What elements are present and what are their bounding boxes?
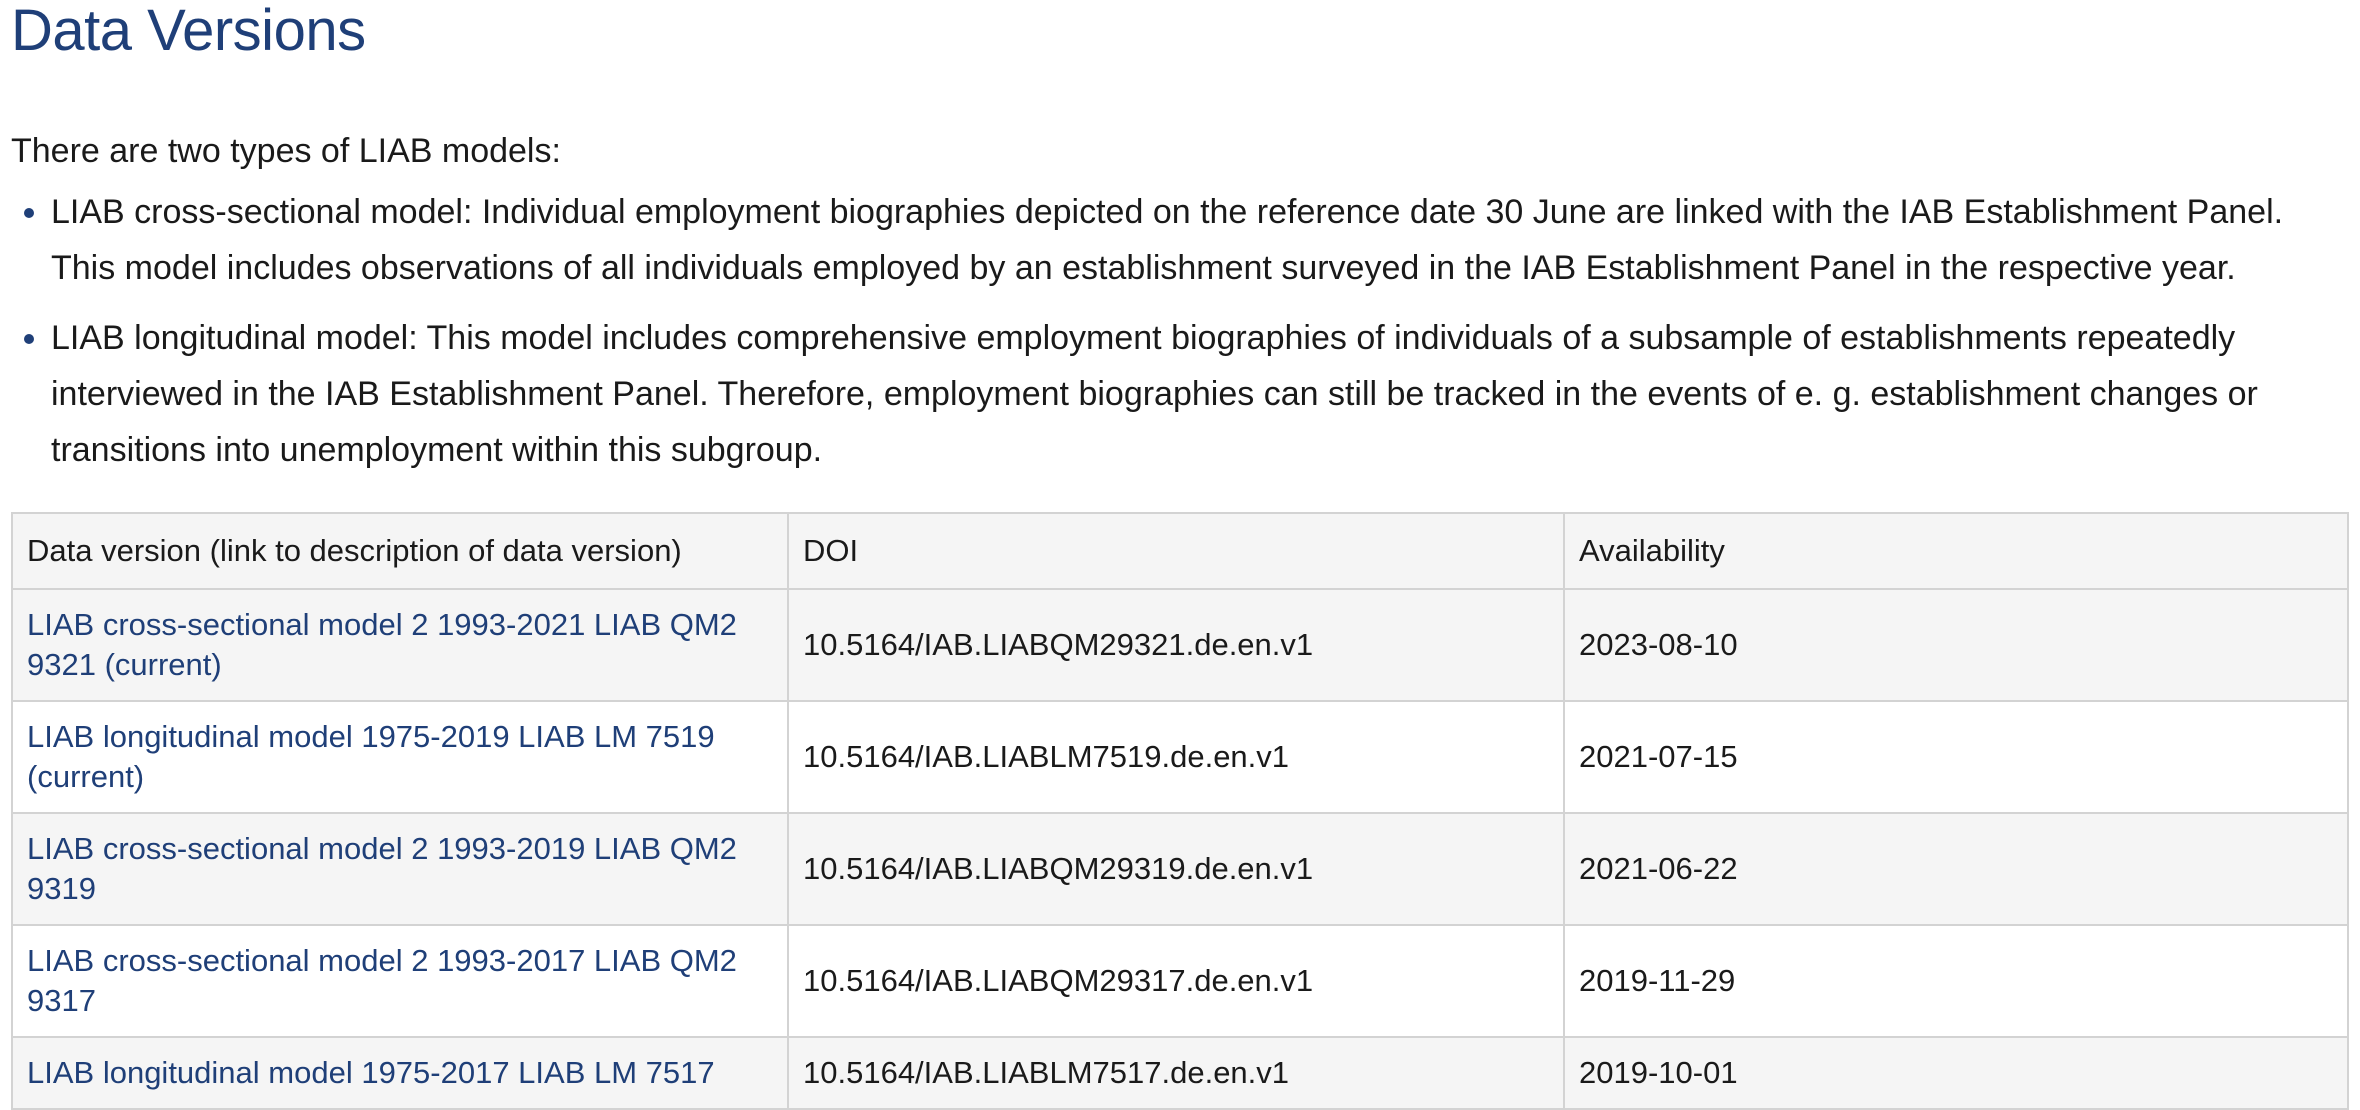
column-header-doi: DOI [788,513,1564,589]
doi-cell: 10.5164/IAB.LIABLM7519.de.en.v1 [788,701,1564,813]
availability-cell: 2019-10-01 [1564,1037,2348,1109]
intro-text: There are two types of LIAB models: [11,132,561,170]
table-header-row [12,513,2348,589]
column-header-data-version: Data version (link to description of data version) [12,513,788,589]
table-row [12,925,2348,1037]
data-version-link[interactable]: LIAB longitudinal model 1975-2017 LIAB LM 7517 [27,1055,715,1090]
version-cell [12,589,788,701]
data-version-link[interactable]: LIAB cross-sectional model 2 1993-2017 LIAB QM2 9317 [27,943,737,1018]
availability-cell: 2021-07-15 [1564,701,2348,813]
data-version-link[interactable]: LIAB cross-sectional model 2 1993-2019 LIAB QM2 9319 [27,831,737,906]
availability-cell: 2019-11-29 [1564,925,2348,1037]
availability-cell: 2021-06-22 [1564,813,2348,925]
data-versions-table [11,512,2349,1110]
doi-cell: 10.5164/IAB.LIABQM29321.de.en.v1 [788,589,1564,701]
version-cell [12,813,788,925]
availability-cell: 2023-08-10 [1564,589,2348,701]
table-row [12,701,2348,813]
table-row [12,589,2348,701]
version-cell [12,701,788,813]
doi-cell: 10.5164/IAB.LIABQM29319.de.en.v1 [788,813,1564,925]
data-version-link[interactable]: LIAB longitudinal model 1975-2019 LIAB LM 7519 (current) [27,719,715,794]
page-title: Data Versions [11,0,366,63]
table-row [12,813,2348,925]
data-version-link[interactable]: LIAB cross-sectional model 2 1993-2021 LIAB QM2 9321 (current) [27,607,737,682]
version-cell [12,925,788,1037]
doi-cell: 10.5164/IAB.LIABQM29317.de.en.v1 [788,925,1564,1037]
list-item-cross-sectional-model: • LIAB cross-sectional model: Individual employment biographies depicted on the reference date 30 June are linked with the IAB Establishment Panel. This model includes observations of all individuals employed by an establishment surveyed in the IAB Establishment Panel in the respective year. [51,184,2301,296]
doi-cell: 10.5164/IAB.LIABLM7517.de.en.v1 [788,1037,1564,1109]
table-row [12,1037,2348,1109]
version-cell [12,1037,788,1109]
list-item-longitudinal-model: • LIAB longitudinal model: This model includes comprehensive employment biographies of individuals of a subsample of establishments repeatedly interviewed in the IAB Establishment Panel. Therefore, employment biographies can still be tracked in the events of e. g. establishment changes or transitions into unemployment within this subgroup. [51,310,2301,478]
model-types-list [11,184,2301,478]
column-header-availability: Availability [1564,513,2348,589]
